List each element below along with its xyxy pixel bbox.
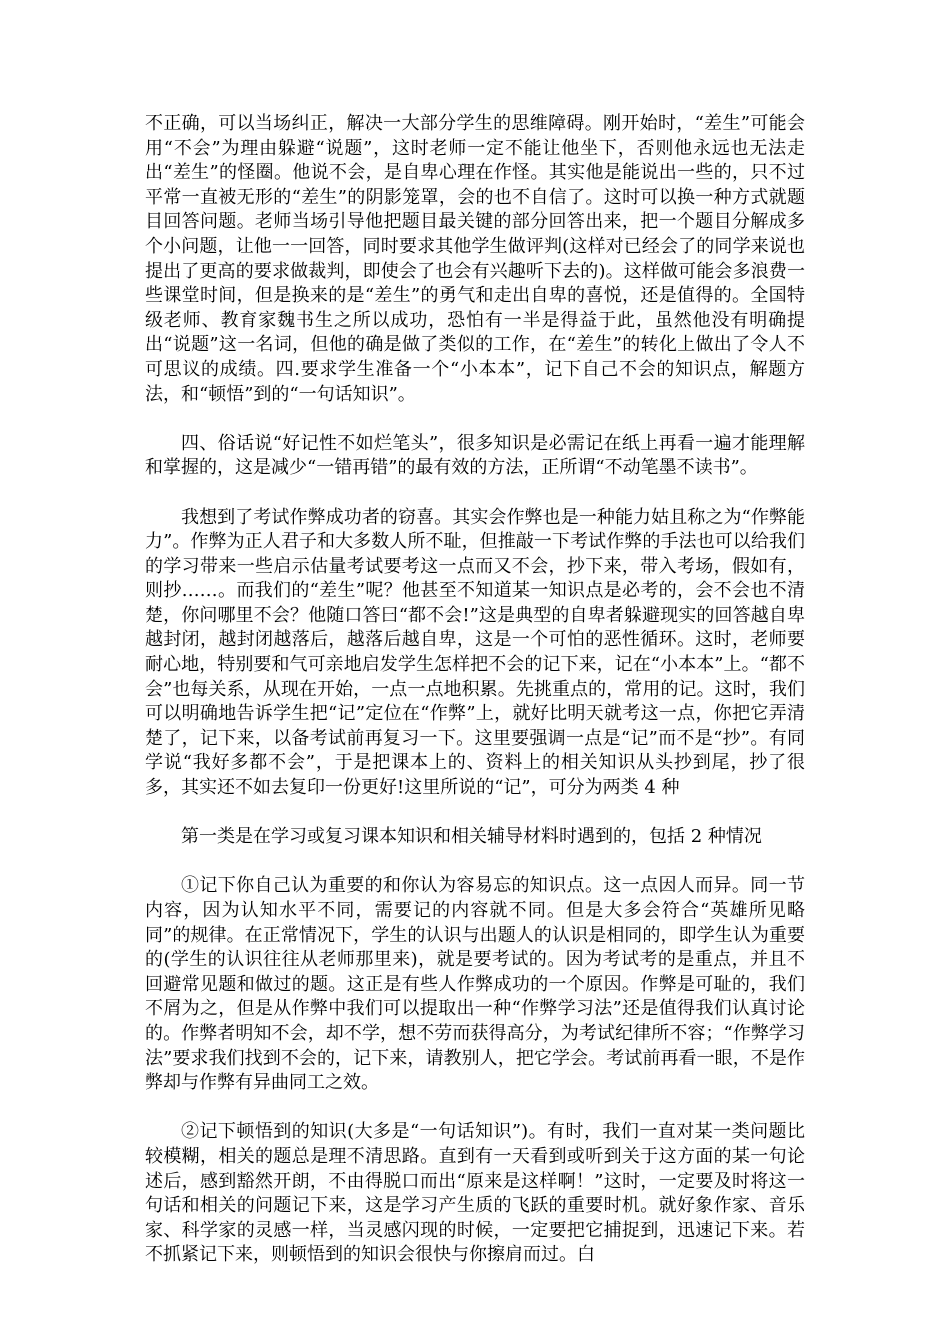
paragraph-6: ②记下顿悟到的知识(大多是“一句话知识”)。有时，我们一直对某一类问题比较模糊，相关的题总是理不清思路。直到有一天看到或听到关于这方面的某一句论述后，感到豁然开朗，不由得脱口而出“原来是这样啊！”这时，一定要及时将这一句话和相关的问题记下来，这是学习产生质的飞跃的重要时机。就好象作家、音乐家、科学家的灵感一样，当灵感闪现的时候，一定要把它捕捉到，迅速记下来。若不抓紧记下来，则顿悟到的知识会很快与你擦肩而过。白: [145, 1121, 805, 1266]
paragraph-4: 第一类是在学习或复习课本知识和相关辅导材料时遇到的，包括 2 种情况: [181, 826, 762, 848]
paragraph-3: 我想到了考试作弊成功者的窃喜。其实会作弊也是一种能力姑且称之为“作弊能力”。作弊为正人君子和大多数人所不耻，但推敲一下考试作弊的手法也可以给我们的学习带来一些启示估量考试要考这一点而又不会，抄下来，带入考场，假如有，则抄……。而我们的“差生”呢？他甚至不知道某一知识点是必考的，会不会也不清楚，你问哪里不会？他随口答曰“都不会!”这是典型的自卑者躲避现实的回答越自卑越封闭，越封闭越落后，越落后越自卑，这是一个可怕的恶性循环。这时，老师要耐心地，特别要和气可亲地启发学生怎样把不会的记下来，记在“小本本”上。“都不会”也每关系，从现在开始，一点一点地积累。先挑重点的，常用的记。这时，我们可以明确地告诉学生把“记”定位在“作弊”上，就好比明天就考这一点，你把它弄清楚了，记下来，以备考试前再复习一下。这里要强调一点是“记”而不是“抄”。有同学说“我好多都不会”，于是把课本上的、资料上的相关知识从头抄到尾，抄了很多，其实还不如去复印一份更好!这里所说的“记”，可分为两类 4 种: [145, 506, 805, 799]
paragraph-5: ①记下你自己认为重要的和你认为容易忘的知识点。这一点因人而异。同一节内容，因为认知水平不同，需要记的内容就不同。但是大多会符合“英雄所见略同”的规律。在正常情况下，学生的认识与出题人的认识是相同的，即学生认为重要的(学生的认识往往从老师那里来)，就是要考试的。因为考试考的是重点，并且不回避常见题和做过的题。这正是有些人作弊成功的一个原因。作弊是可耻的，我们不屑为之，但是从作弊中我们可以提取出一种“作弊学习法”还是值得我们认真讨论的。作弊者明知不会，却不学，想不劳而获得高分，为考试纪律所不容；“作弊学习法”要求我们找到不会的，记下来，请教别人，把它学会。考试前再看一眼，不是作弊却与作弊有异曲同工之效。: [145, 875, 805, 1094]
paragraph-1: 不正确，可以当场纠正，解决一大部分学生的思维障碍。刚开始时，“差生”可能会用“不会”为理由躲避“说题”，这时老师一定不能让他坐下，否则他永远也无法走出“差生”的怪圈。他说不会，是自卑心理在作怪。其实他是能说出一些的，只不过平常一直被无形的“差生”的阴影笼罩，会的也不自信了。这时可以换一种方式就题目回答问题。老师当场引导他把题目最关键的部分回答出来，把一个题目分解成多个小问题，让他一一回答，同时要求其他学生做评判(这样对已经会了的同学来说也提出了更高的要求做裁判，即使会了也会有兴趣听下去的)。这样做可能会多浪费一些课堂时间，但是换来的是“差生”的勇气和走出自卑的喜悦，还是值得的。全国特级老师、教育家魏书生之所以成功，恐怕有一半是得益于此，虽然他没有明确提出“说题”这一名词，但他的确是做了类似的工作，在“差生”的转化上做出了令人不可思议的成绩。四.要求学生准备一个“小本本”，记下自己不会的知识点，解题方法，和“顿悟”到的“一句话知识”。: [145, 113, 805, 405]
paragraph-2: 四、俗话说“好记性不如烂笔头”，很多知识是必需记在纸上再看一遍才能理解和掌握的，这是减少“一错再错”的最有效的方法，正所谓“不动笔墨不读书”。: [145, 432, 805, 479]
document-body: [145, 112, 805, 1293]
